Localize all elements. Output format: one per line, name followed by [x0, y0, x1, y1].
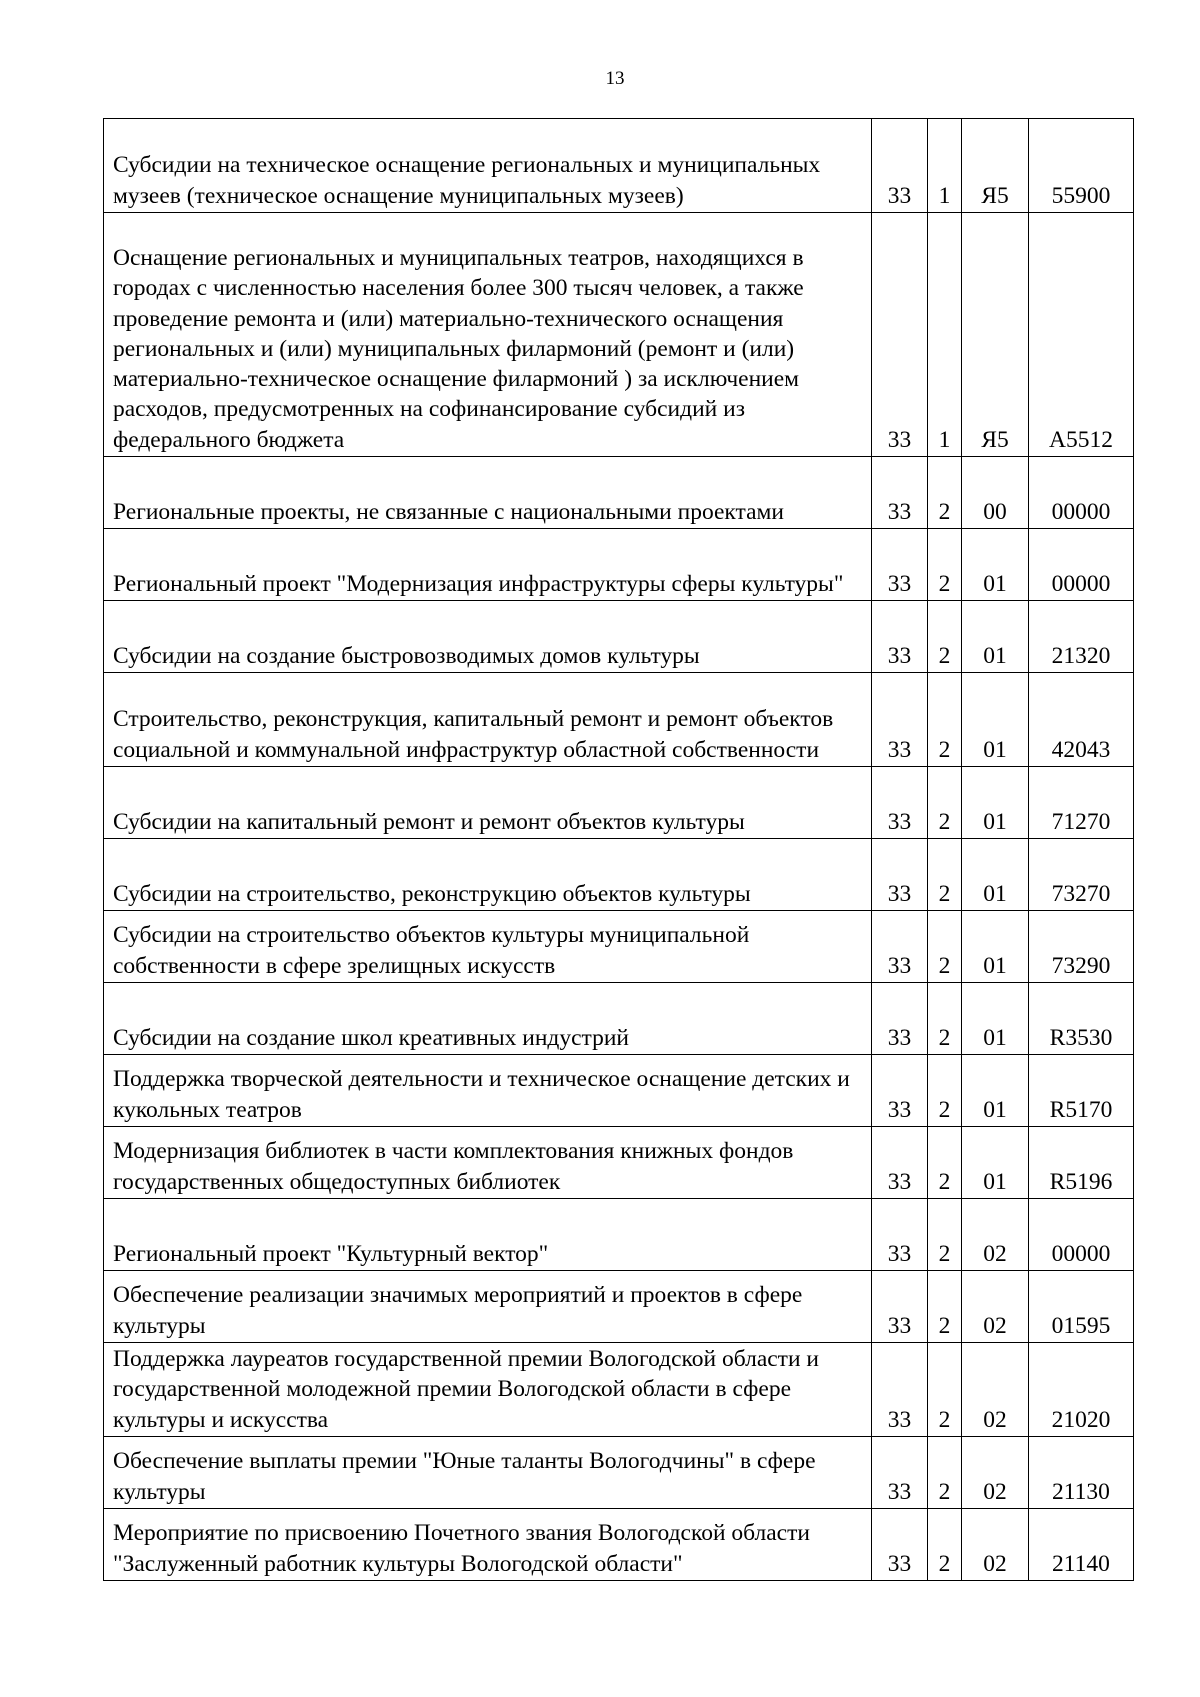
subprogram-code: 2	[928, 1271, 962, 1343]
project-code: 02	[962, 1271, 1029, 1343]
project-code: 01	[962, 673, 1029, 767]
project-code: 00	[962, 457, 1029, 529]
program-code: 33	[872, 839, 928, 911]
table-row	[104, 1509, 1134, 1581]
row-name: Обеспечение реализации значимых мероприятий и проектов в сфере культуры	[104, 1271, 872, 1343]
row-name: Региональный проект "Модернизация инфраструктуры сферы культуры"	[104, 529, 872, 601]
project-code: 02	[962, 1199, 1029, 1271]
table-row	[104, 1271, 1134, 1343]
expense-code: 21130	[1029, 1437, 1134, 1509]
expense-code: R5196	[1029, 1127, 1134, 1199]
row-name: Модернизация библиотек в части комплектования книжных фондов государственных общедоступных библиотек	[104, 1127, 872, 1199]
subprogram-code: 2	[928, 1343, 962, 1437]
table-row	[104, 529, 1134, 601]
table-row	[104, 119, 1134, 213]
page-number: 13	[605, 68, 625, 89]
row-name: Субсидии на создание школ креативных индустрий	[104, 983, 872, 1055]
program-code: 33	[872, 601, 928, 673]
program-code: 33	[872, 457, 928, 529]
expense-code: 21140	[1029, 1509, 1134, 1581]
program-code: 33	[872, 1343, 928, 1437]
table-row	[104, 601, 1134, 673]
expense-code: 21320	[1029, 601, 1134, 673]
expense-code: 00000	[1029, 529, 1134, 601]
expense-code: 21020	[1029, 1343, 1134, 1437]
row-name: Региональные проекты, не связанные с национальными проектами	[104, 457, 872, 529]
subprogram-code: 1	[928, 213, 962, 457]
row-name: Субсидии на техническое оснащение региональных и муниципальных музеев (техническое оснащение муниципальных музеев)	[104, 119, 872, 213]
subprogram-code: 2	[928, 983, 962, 1055]
row-name: Субсидии на создание быстровозводимых домов культуры	[104, 601, 872, 673]
table-row	[104, 1437, 1134, 1509]
subprogram-code: 2	[928, 839, 962, 911]
table-row	[104, 1055, 1134, 1127]
project-code: 01	[962, 1055, 1029, 1127]
project-code: 01	[962, 911, 1029, 983]
row-name: Субсидии на строительство, реконструкцию объектов культуры	[104, 839, 872, 911]
program-code: 33	[872, 1509, 928, 1581]
project-code: Я5	[962, 213, 1029, 457]
row-name: Строительство, реконструкция, капитальный ремонт и ремонт объектов социальной и коммунальной инфраструктур областной собственности	[104, 673, 872, 767]
subprogram-code: 2	[928, 529, 962, 601]
row-name: Региональный проект "Культурный вектор"	[104, 1199, 872, 1271]
table-row	[104, 911, 1134, 983]
expense-code: 42043	[1029, 673, 1134, 767]
expense-code: R3530	[1029, 983, 1134, 1055]
row-name: Мероприятие по присвоению Почетного звания Вологодской области "Заслуженный работник культуры Вологодской области"	[104, 1509, 872, 1581]
program-code: 33	[872, 673, 928, 767]
program-code: 33	[872, 767, 928, 839]
row-name: Субсидии на строительство объектов культуры муниципальной собственности в сфере зрелищных искусств	[104, 911, 872, 983]
row-name: Оснащение региональных и муниципальных театров, находящихся в городах с численностью населения более 300 тысяч человек, а также проведение ремонта и (или) материально-технического оснащения региональных и (или) муниципальных филармоний (ремонт и (или) материально-техническое оснащение филармоний ) за исключением расходов, предусмотренных на софинансирование субсидий из федерального бюджета	[104, 213, 872, 457]
subprogram-code: 2	[928, 1199, 962, 1271]
expense-code: 00000	[1029, 457, 1134, 529]
project-code: 01	[962, 1127, 1029, 1199]
table-row	[104, 673, 1134, 767]
row-name: Обеспечение выплаты премии "Юные таланты Вологодчины" в сфере культуры	[104, 1437, 872, 1509]
program-code: 33	[872, 1271, 928, 1343]
program-code: 33	[872, 911, 928, 983]
program-code: 33	[872, 529, 928, 601]
budget-classification-table	[103, 118, 1134, 1581]
expense-code: 01595	[1029, 1271, 1134, 1343]
subprogram-code: 2	[928, 1127, 962, 1199]
expense-code: 73270	[1029, 839, 1134, 911]
table-row	[104, 839, 1134, 911]
subprogram-code: 2	[928, 601, 962, 673]
table-row	[104, 983, 1134, 1055]
expense-code: 73290	[1029, 911, 1134, 983]
program-code: 33	[872, 1199, 928, 1271]
expense-code: 00000	[1029, 1199, 1134, 1271]
project-code: 01	[962, 839, 1029, 911]
project-code: 01	[962, 601, 1029, 673]
row-name: Поддержка лауреатов государственной премии Вологодской области и государственной молодежной премии Вологодской области в сфере культуры и искусства	[104, 1343, 872, 1437]
subprogram-code: 2	[928, 457, 962, 529]
project-code: 01	[962, 529, 1029, 601]
program-code: 33	[872, 983, 928, 1055]
program-code: 33	[872, 119, 928, 213]
project-code: 01	[962, 983, 1029, 1055]
project-code: 02	[962, 1509, 1029, 1581]
table-row	[104, 457, 1134, 529]
row-name: Субсидии на капитальный ремонт и ремонт объектов культуры	[104, 767, 872, 839]
project-code: 02	[962, 1343, 1029, 1437]
subprogram-code: 1	[928, 119, 962, 213]
subprogram-code: 2	[928, 1055, 962, 1127]
row-name: Поддержка творческой деятельности и техническое оснащение детских и кукольных театров	[104, 1055, 872, 1127]
table-row	[104, 767, 1134, 839]
table-row	[104, 1343, 1134, 1437]
program-code: 33	[872, 1437, 928, 1509]
program-code: 33	[872, 1127, 928, 1199]
subprogram-code: 2	[928, 767, 962, 839]
expense-code: А5512	[1029, 213, 1134, 457]
table-row	[104, 1127, 1134, 1199]
expense-code: 55900	[1029, 119, 1134, 213]
subprogram-code: 2	[928, 1509, 962, 1581]
table-row	[104, 1199, 1134, 1271]
table-row	[104, 213, 1134, 457]
expense-code: 71270	[1029, 767, 1134, 839]
project-code: 01	[962, 767, 1029, 839]
expense-code: R5170	[1029, 1055, 1134, 1127]
project-code: 02	[962, 1437, 1029, 1509]
program-code: 33	[872, 213, 928, 457]
subprogram-code: 2	[928, 673, 962, 767]
subprogram-code: 2	[928, 1437, 962, 1509]
project-code: Я5	[962, 119, 1029, 213]
subprogram-code: 2	[928, 911, 962, 983]
program-code: 33	[872, 1055, 928, 1127]
